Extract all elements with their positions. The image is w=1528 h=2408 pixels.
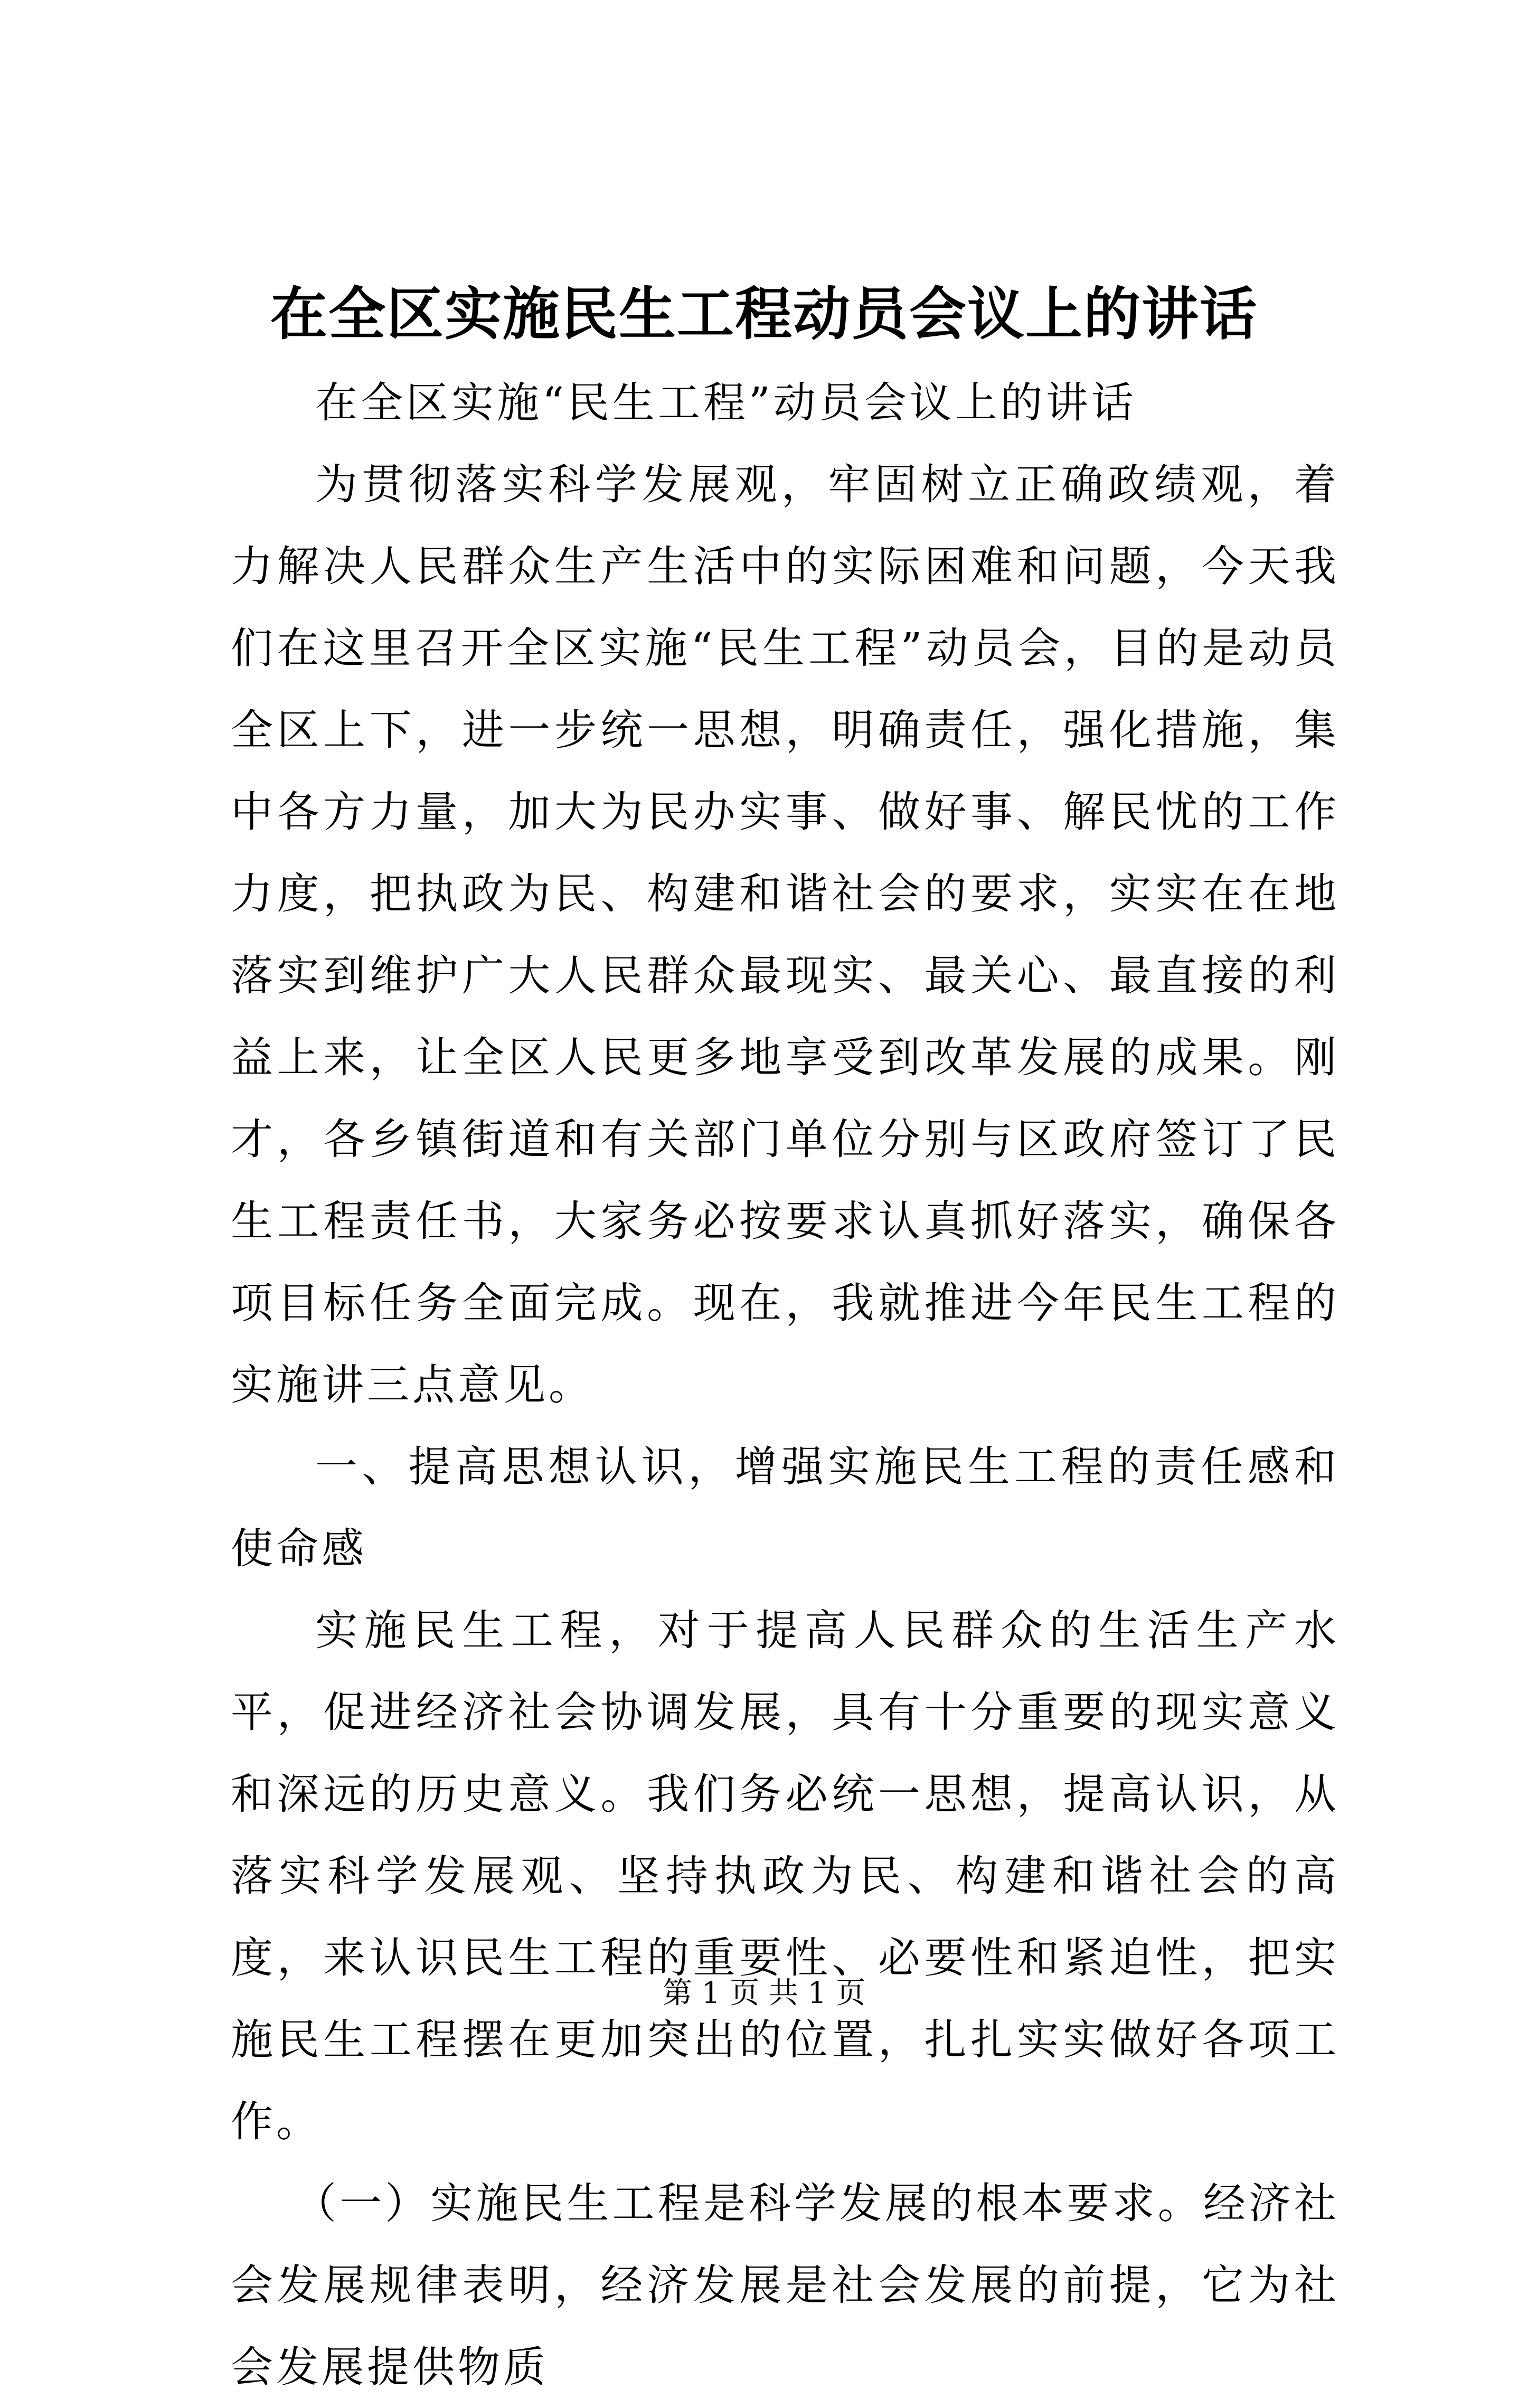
- intro-paragraph: 为贯彻落实科学发展观，牢固树立正确政绩观，着力解决人民群众生产生活中的实际困难和问题，今天我们在这里召开全区实施“民生工程”动员会，目的是动员全区上下，进一步统一思想，明确责任，强化措施，集中各方力量，加大为民办实事、做好事、解民忧的工作力度，把执政为民、构建和谐社会的要求，实实在在地落实到维护广大人民群众最现实、最关心、最直接的利益上来，让全区人民更多地享受到改革发展的成果。刚才，各乡镇街道和有关部门单位分别与区政府签订了民生工程责任书，大家务必按要求认真抓好落实，确保各项目标任务全面完成。现在，我就推进今年民生工程的实施讲三点意见。: [231, 460, 1340, 1409]
- subtitle-paragraph: 在全区实施“民生工程”动员会议上的讲话: [315, 378, 1137, 427]
- subsection-paragraph: （一）实施民生工程是科学发展的根本要求。经济社会发展规律表明，经济发展是社会发展的前提，它为社会发展提供物质: [231, 2179, 1340, 2392]
- document-title: 在全区实施民生工程动员会议上的讲话: [270, 281, 1258, 347]
- section-heading: 一、提高思想认识，增强实施民生工程的责任感和使命感: [231, 1442, 1340, 1573]
- section-paragraph: 实施民生工程，对于提高人民群众的生活生产水平，促进经济社会协调发展，具有十分重要的现实意义和深远的历史意义。我们务必统一思想，提高认识，从落实科学发展观、坚持执政为民、构建和谐社会的高度，来认识民生工程的重要性、必要性和紧迫性，把实施民生工程摆在更加突出的位置，扎扎实实做好各项工作。: [231, 1606, 1340, 2146]
- document-body: [231, 362, 1340, 2408]
- page-footer: 第 1 页 共 1 页: [662, 1976, 866, 2010]
